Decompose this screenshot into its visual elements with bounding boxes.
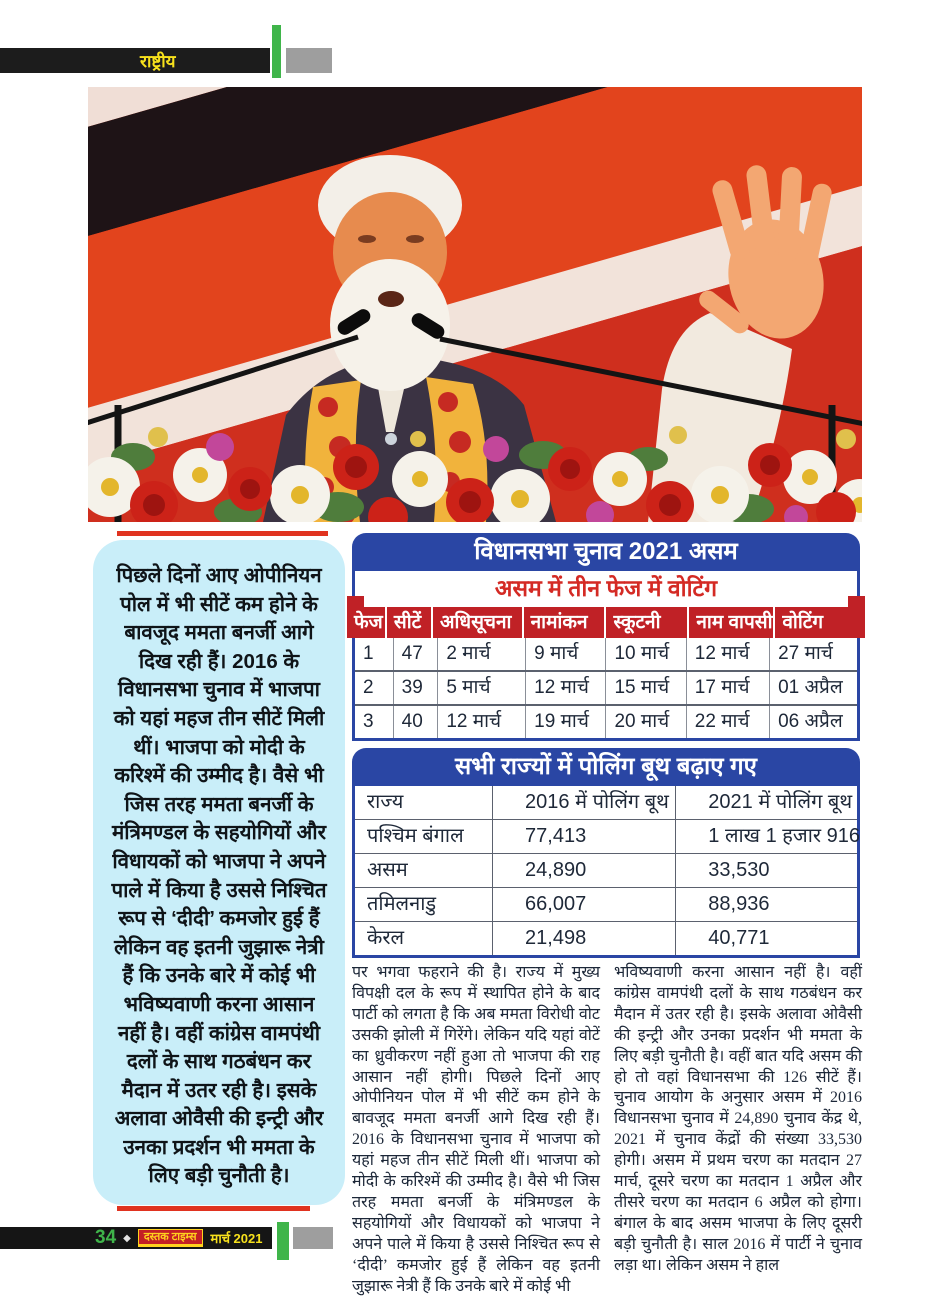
cell: 1 लाख 1 हजार 916 — [708, 825, 861, 847]
magazine-logo: दस्तक टाइम्स — [138, 1229, 203, 1247]
footer-green-divider — [277, 1222, 289, 1260]
cell: 2 — [355, 672, 394, 704]
footer-bar — [0, 1227, 272, 1249]
cell: 17 मार्च — [687, 672, 770, 704]
cell: केरल — [355, 922, 493, 955]
cell: तमिलनाडु — [355, 888, 493, 921]
table-row — [355, 854, 857, 888]
booths-table-body — [352, 786, 860, 958]
cell: 39 — [394, 672, 439, 704]
cell: 47 — [394, 638, 439, 670]
footer-gray-block — [293, 1227, 333, 1249]
page-number: 34 — [95, 1227, 117, 1248]
table-row — [355, 888, 857, 922]
header-gray-block — [286, 48, 332, 73]
column-header: फेज — [347, 607, 387, 638]
cell: असम — [355, 854, 493, 887]
cell: 20 मार्च — [606, 706, 686, 738]
cell: 88,936 — [708, 893, 770, 915]
cell: 40,771 — [708, 927, 770, 949]
column-header: सीटें — [387, 607, 433, 638]
cell: पश्चिम बंगाल — [355, 820, 493, 853]
diamond-icon: ◆ — [123, 1232, 131, 1244]
column-header: 2021 में पोलिंग बूथ — [708, 791, 853, 813]
table-row — [355, 706, 857, 738]
section-label: राष्ट्रीय — [140, 52, 176, 71]
cell: 5 मार्च — [438, 672, 526, 704]
header-green-divider — [272, 25, 281, 78]
table-row — [355, 820, 861, 854]
sidebar-bottom-rule — [117, 1206, 310, 1211]
column-header: 2016 में पोलिंग बूथ — [493, 786, 676, 819]
photo — [88, 87, 862, 522]
table-row — [355, 638, 857, 672]
cell: 19 मार्च — [526, 706, 606, 738]
cell: 1 — [355, 638, 394, 670]
cell: 22 मार्च — [687, 706, 770, 738]
cell: 10 मार्च — [606, 638, 686, 670]
column-header: वोटिंग — [782, 612, 824, 633]
cell: 77,413 — [493, 820, 676, 853]
cell: 66,007 — [493, 888, 676, 921]
column-header: स्कूटनी — [606, 607, 689, 638]
phases-table-title: विधानसभा चुनाव 2021 असम — [352, 533, 860, 571]
article-body — [352, 963, 862, 1295]
cell: 3 — [355, 706, 394, 738]
cell: 12 मार्च — [438, 706, 526, 738]
table-row — [355, 672, 857, 706]
highlight-text: पिछले दिनों आए ओपीनियन पोल में भी सीटें कम होने के बावजूद ममता बनर्जी आगे दिख रही हैं। 2016 के विधानसभा चुनाव में भाजपा को यहां महज तीन सीटें मिली थीं। भाजपा को मोदी के करिश्में की उम्मीद है। वैसे भी जिस तरह ममता बनर्जी के मंत्रिमण्डल के सहयोगियों और विधायकों को भाजपा ने अपने पाले में किया है उससे निश्चित रूप से ‘दीदी’ कमजोर हुई हैं लेकिन वह इतनी जुझारू नेत्री हैं कि उनके बारे में कोई भी भविष्यवाणी करना आसान नहीं है। वहीं कांग्रेस वामपंथी दलों के साथ गठबंधन कर मैदान में उतर रही है। इसके अलावा ओवैसी की इन्ट्री और उनका प्रदर्शन भी ममता के लिए बड़ी चुनौती है। — [111, 564, 327, 1188]
cell: 2 मार्च — [438, 638, 526, 670]
column-header: नामांकन — [524, 607, 607, 638]
sidebar-top-rule — [117, 531, 328, 536]
issue-date: मार्च 2021 — [210, 1231, 263, 1246]
cell: 01 अप्रैल — [778, 677, 843, 698]
booths-table — [352, 748, 860, 958]
column-header: नाम वापसी — [689, 607, 775, 638]
booths-table-title: सभी राज्यों में पोलिंग बूथ बढ़ाए गए — [352, 748, 860, 786]
cell: 12 मार्च — [687, 638, 770, 670]
booths-table-header-row — [355, 786, 857, 820]
cell: 12 मार्च — [526, 672, 606, 704]
column-header: अधिसूचना — [433, 607, 524, 638]
cell: 15 मार्च — [606, 672, 686, 704]
column-header: राज्य — [355, 786, 493, 819]
phases-table — [352, 533, 860, 741]
cell: 27 मार्च — [778, 643, 833, 664]
phases-table-subtitle: असम में तीन फेज में वोटिंग — [352, 571, 860, 607]
cell: 06 अप्रैल — [778, 711, 843, 732]
cell: 9 मार्च — [526, 638, 606, 670]
phases-table-body — [352, 638, 860, 741]
cell: 21,498 — [493, 922, 676, 955]
cell: 40 — [394, 706, 439, 738]
table-row — [355, 922, 857, 955]
section-header-bar — [0, 48, 270, 73]
phases-table-header-row — [347, 607, 865, 638]
speaker-photo-illustration — [88, 87, 862, 522]
cell: 24,890 — [493, 854, 676, 887]
article-column-right: भविष्यवाणी करना आसान नहीं है। वहीं कांग्रेस वामपंथी दलों के साथ गठबंधन कर मैदान में उतर रही है। इसके अलावा ओवैसी की इन्ट्री और उनका प्रदर्शन भी ममता के लिए बड़ी चुनौती है। वहीं बात यदि असम की हो तो वहां विधानसभा की 126 सीटें हैं। चुनाव आयोग के अनुसार असम में 2016 विधानसभा चुनाव में 24,890 चुनाव केंद्र थे, 2021 में चुनाव केंद्रों की संख्या 33,530 होगी। असम में प्रथम चरण का मतदान 27 मार्च, दूसरे चरण का मतदान 1 अप्रैल और तीसरे चरण का मतदान 6 अप्रैल को होगा। बंगाल के बाद असम भाजपा के लिए दूसरी बड़ी चुनौती है। साल 2016 में पार्टी ने चुनाव लड़ा था। लेकिन असम ने हाल — [614, 964, 862, 1274]
highlight-box — [93, 540, 345, 1205]
cell: 33,530 — [708, 859, 770, 881]
article-column-left: पर भगवा फहराने की है। राज्य में मुख्य विपक्षी दल के रूप में स्थापित होने के बाद पार्टी को लगता है कि अब ममता विरोधी वोट उसकी झोली में गिरेंगे। लेकिन यदि यहां वोटें का ध्रुवीकरण नहीं हुआ तो भाजपा की राह आसान नहीं होगी। पिछले दिनों आए ओपीनियन पोल में भी सीटें कम होने के बावजूद ममता बनर्जी आगे दिख रही हैं। 2016 के विधानसभा चुनाव में भाजपा को यहां महज तीन सीटें मिली थीं। भाजपा को मोदी के करिश्में की उम्मीद है। वैसे भी जिस तरह ममता बनर्जी के मंत्रिमण्डल के सहयोगियों और विधायकों को भाजपा ने अपने पाले में किया है उससे निश्चित रूप से ‘दीदी’ कमजोर हुई हैं लेकिन वह इतनी जुझारू नेत्री हैं कि उनके बारे में कोई भी — [352, 964, 600, 1295]
